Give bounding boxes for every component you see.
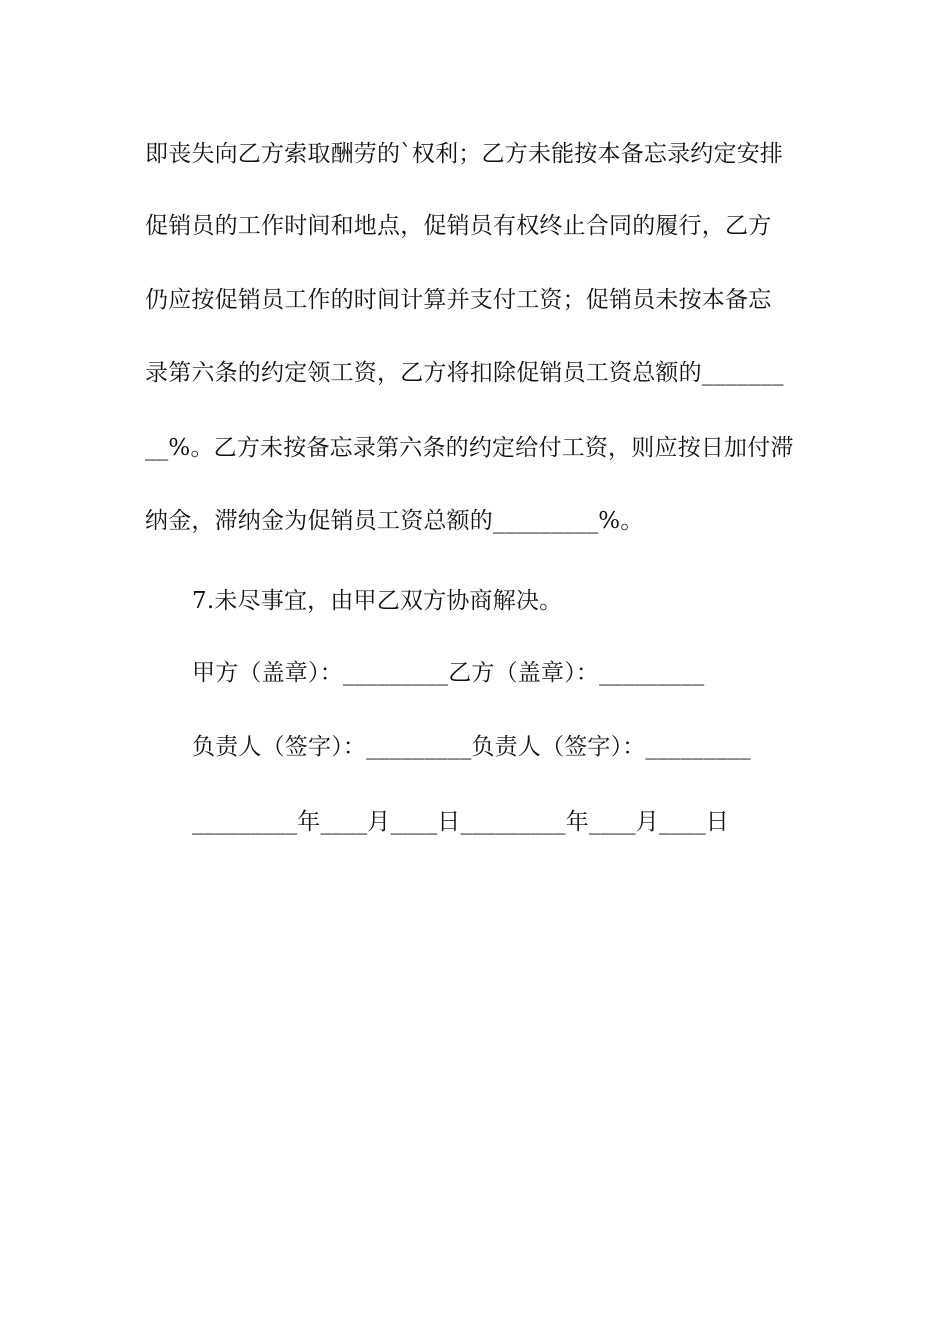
clause-7: 7.未尽事宜，由甲乙双方协商解决。	[192, 588, 563, 614]
paragraph-line-2: 促销员的工作时间和地点，促销员有权终止合同的履行，乙方	[145, 213, 772, 239]
paragraph-line-4: 录第六条的约定领工资，乙方将扣除促销员工资总额的_______	[145, 360, 784, 386]
paragraph-line-5: __%。乙方未按备忘录第六条的约定给付工资，则应按日加付滞	[145, 435, 794, 461]
paragraph-line-1: 即丧失向乙方索取酬劳的`权利；乙方未能按本备忘录约定安排	[145, 141, 784, 167]
signature-seal-line: 甲方（盖章）：_________乙方（盖章）：_________	[192, 660, 705, 686]
signature-date-line: _________年____月____日_________年____月____日	[192, 809, 729, 835]
paragraph-line-6: 纳金，滞纳金为促销员工资总额的_________%。	[145, 508, 644, 534]
signature-person-line: 负责人（签字）：_________负责人（签字）：_________	[192, 734, 751, 760]
paragraph-line-3: 仍应按促销员工作的时间计算并支付工资；促销员未按本备忘	[145, 287, 772, 313]
